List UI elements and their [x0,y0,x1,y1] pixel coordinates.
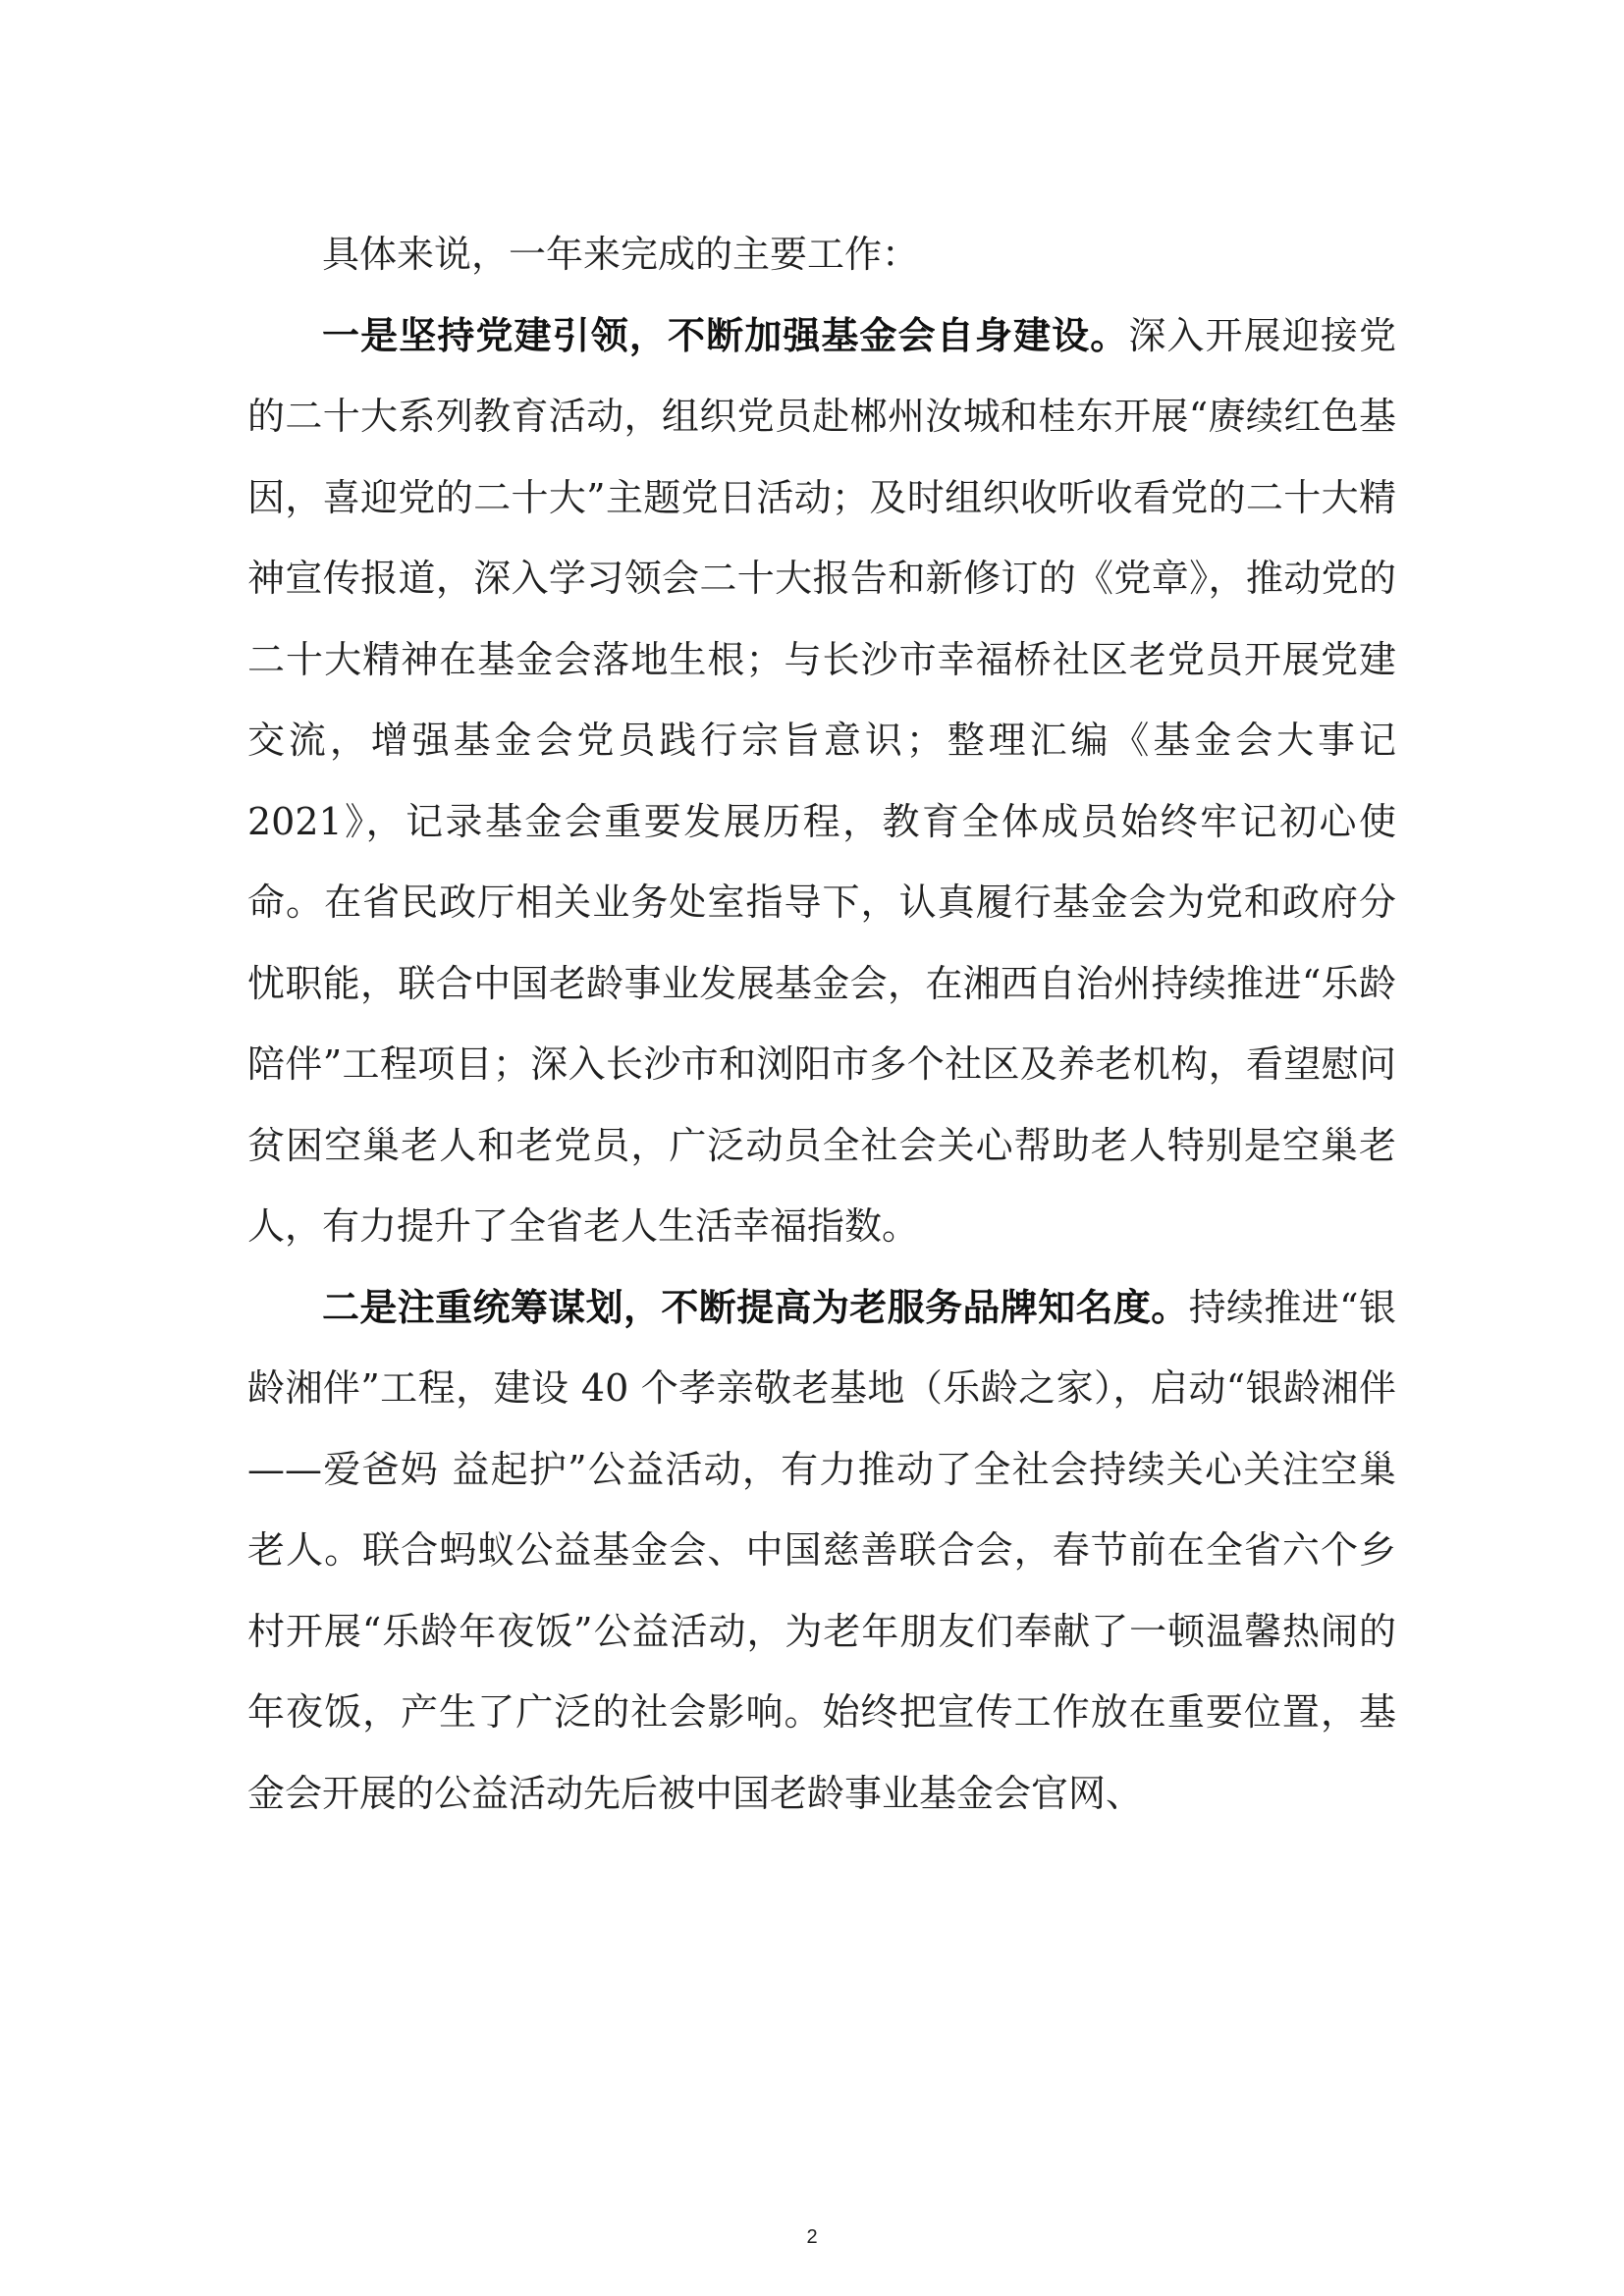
section-2-paragraph [247,1267,1396,1835]
section-2-text: 持续推进“银龄湘伴”工程，建设 40 个孝亲敬老基地（乐龄之家），启动“银龄湘伴——爱爸妈 益起护”公益活动，有力推动了全社会持续关心关注空巢老人。联合蚂蚁公益基金会、中国慈善联合会，春节前在全省六个乡村开展“乐龄年夜饭”公益活动，为老年朋友们奉献了一顿温馨热闹的年夜饭，产生了广泛的社会影响。始终把宣传工作放在重要位置，基金会开展的公益活动先后被中国老龄事业基金会官网、 [247,1285,1396,1815]
document-body [247,214,1396,1834]
section-1-text: 深入开展迎接党的二十大系列教育活动，组织党员赴郴州汝城和桂东开展“赓续红色基因，喜迎党的二十大”主题党日活动；及时组织收听收看党的二十大精神宣传报道，深入学习领会二十大报告和新修订的《党章》，推动党的二十大精神在基金会落地生根；与长沙市幸福桥社区老党员开展党建交流，增强基金会党员践行宗旨意识；整理汇编《基金会大事记 2021》，记录基金会重要发展历程，教育全体成员始终牢记初心使命。在省民政厅相关业务处室指导下，认真履行基金会为党和政府分忧职能，联合中国老龄事业发展基金会，在湘西自治州持续推进“乐龄陪伴”工程项目；深入长沙市和浏阳市多个社区及养老机构，看望慰问贫困空巢老人和老党员，广泛动员全社会关心帮助老人特别是空巢老人，有力提升了全省老人生活幸福指数。 [247,313,1396,1248]
section-1-heading: 一是坚持党建引领，不断加强基金会自身建设。 [322,313,1129,357]
intro-paragraph: 具体来说，一年来完成的主要工作： [322,233,920,276]
page-number: 2 [806,2226,818,2248]
section-1-paragraph [247,295,1396,1267]
section-2-heading: 二是注重统筹谋划，不断提高为老服务品牌知名度。 [322,1285,1189,1329]
